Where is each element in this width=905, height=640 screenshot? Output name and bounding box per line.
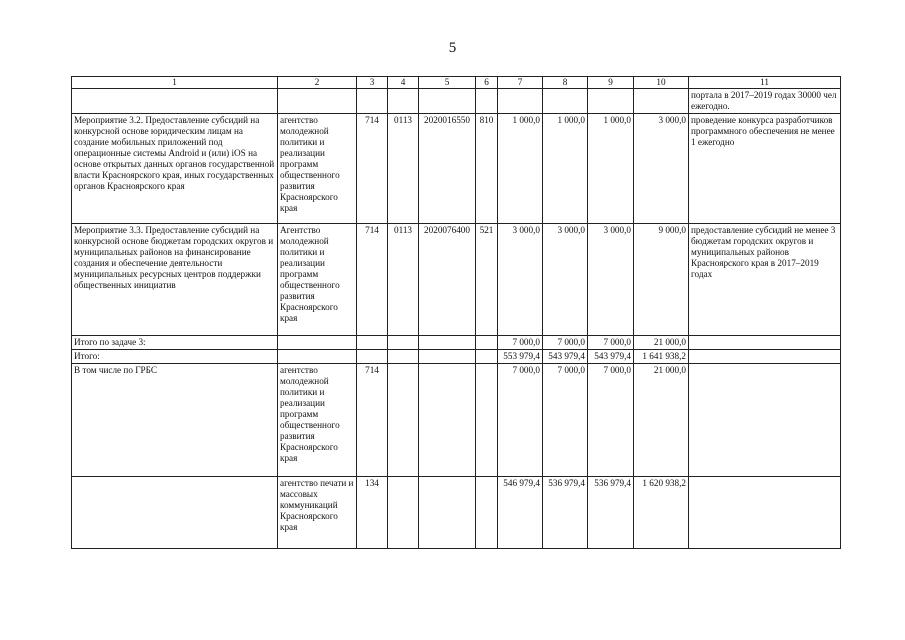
section-code-cell xyxy=(388,89,419,114)
target-article-cell xyxy=(419,350,476,364)
column-header: 7 xyxy=(498,77,543,89)
section-code-cell xyxy=(388,477,419,549)
amount-cell: 7 000,0 xyxy=(498,364,543,477)
expected-result-cell xyxy=(689,364,841,477)
column-header: 6 xyxy=(476,77,498,89)
total-label: Итого: xyxy=(72,350,278,364)
section-code-cell: 0113 xyxy=(388,114,419,224)
expected-result-cell: портала в 2017–2019 годах 30000 чел ежегодно. xyxy=(689,89,841,114)
grbs-code-cell: 134 xyxy=(357,477,388,549)
target-article-cell: 2020076400 xyxy=(419,224,476,336)
agency-cell xyxy=(278,350,357,364)
expense-type-cell: 810 xyxy=(476,114,498,224)
section-code-cell xyxy=(388,336,419,350)
amount-cell: 536 979,4 xyxy=(588,477,634,549)
grbs-code-cell: 714 xyxy=(357,114,388,224)
table-row xyxy=(72,89,841,114)
expected-result-cell: предоставление субсидий не менее 3 бюджетам городских округов и муниципальных районов Красноярского края в 2017–2019 годах xyxy=(689,224,841,336)
activity-name-cell: Мероприятие 3.2. Предоставление субсидий на конкурсной основе юридическим лицам на создание мобильных приложений под операционные системы Android и (или) iOS на основе открытых данных органов государственной власти Красноярского края, иных государственных органов Красноярского края xyxy=(72,114,278,224)
amount-cell: 7 000,0 xyxy=(588,336,634,350)
amount-cell: 536 979,4 xyxy=(543,477,588,549)
page-number: 5 xyxy=(448,40,457,56)
expected-result-cell xyxy=(689,477,841,549)
column-header: 1 xyxy=(72,77,278,89)
agency-cell: агентство молодежной политики и реализации программ общественного развития Красноярского края xyxy=(278,364,357,477)
total-amount-cell: 9 000,0 xyxy=(634,224,689,336)
total-amount-cell: 1 620 938,2 xyxy=(634,477,689,549)
total-row xyxy=(72,350,841,364)
expense-type-cell xyxy=(476,477,498,549)
amount-cell: 546 979,4 xyxy=(498,477,543,549)
total-amount-cell: 3 000,0 xyxy=(634,114,689,224)
table-row xyxy=(72,224,841,336)
amount-cell: 3 000,0 xyxy=(543,224,588,336)
amount-cell: 7 000,0 xyxy=(588,364,634,477)
grbs-code-cell xyxy=(357,89,388,114)
expected-result-cell xyxy=(689,336,841,350)
amount-cell: 3 000,0 xyxy=(588,224,634,336)
column-header: 9 xyxy=(588,77,634,89)
section-code-cell xyxy=(388,364,419,477)
table-row xyxy=(72,364,841,477)
target-article-cell xyxy=(419,336,476,350)
column-header: 4 xyxy=(388,77,419,89)
grbs-label xyxy=(72,477,278,549)
grbs-code-cell xyxy=(357,336,388,350)
grbs-label: В том числе по ГРБС xyxy=(72,364,278,477)
grbs-code-cell: 714 xyxy=(357,364,388,477)
expected-result-cell xyxy=(689,350,841,364)
activity-name-cell xyxy=(72,89,278,114)
amount-cell: 1 000,0 xyxy=(543,114,588,224)
amount-cell: 1 000,0 xyxy=(498,114,543,224)
section-code-cell: 0113 xyxy=(388,224,419,336)
amount-cell: 1 000,0 xyxy=(588,114,634,224)
agency-cell: агентство молодежной политики и реализации программ общественного развития Красноярского края xyxy=(278,114,357,224)
section-code-cell xyxy=(388,350,419,364)
column-header: 3 xyxy=(357,77,388,89)
expense-type-cell xyxy=(476,364,498,477)
table-header-row xyxy=(72,77,841,89)
amount-cell: 7 000,0 xyxy=(543,336,588,350)
amount-cell: 7 000,0 xyxy=(498,336,543,350)
amount-cell: 3 000,0 xyxy=(498,224,543,336)
column-header: 2 xyxy=(278,77,357,89)
program-activities-table xyxy=(71,76,841,549)
expense-type-cell xyxy=(476,350,498,364)
total-amount-cell: 1 641 938,2 xyxy=(634,350,689,364)
target-article-cell xyxy=(419,364,476,477)
expense-type-cell: 521 xyxy=(476,224,498,336)
column-header: 10 xyxy=(634,77,689,89)
amount-cell: 543 979,4 xyxy=(588,350,634,364)
subtotal-label: Итого по задаче 3: xyxy=(72,336,278,350)
amount-cell: 543 979,4 xyxy=(543,350,588,364)
amount-cell xyxy=(498,89,543,114)
amount-cell: 7 000,0 xyxy=(543,364,588,477)
activity-name-cell: Мероприятие 3.3. Предоставление субсидий на конкурсной основе бюджетам городских округов и муниципальных районов на финансирование создания и обеспечение деятельности муниципальных ресурсных центров поддержки общественных инициатив xyxy=(72,224,278,336)
agency-cell xyxy=(278,336,357,350)
subtotal-row xyxy=(72,336,841,350)
table-row xyxy=(72,477,841,549)
total-amount-cell xyxy=(634,89,689,114)
column-header: 5 xyxy=(419,77,476,89)
expense-type-cell xyxy=(476,336,498,350)
expected-result-cell: проведение конкурса разработчиков программного обеспечения не менее 1 ежегодно xyxy=(689,114,841,224)
target-article-cell: 2020016550 xyxy=(419,114,476,224)
amount-cell xyxy=(588,89,634,114)
agency-cell: агентство печати и массовых коммуникаций Красноярского края xyxy=(278,477,357,549)
table-row xyxy=(72,114,841,224)
target-article-cell xyxy=(419,89,476,114)
column-header: 8 xyxy=(543,77,588,89)
expense-type-cell xyxy=(476,89,498,114)
total-amount-cell: 21 000,0 xyxy=(634,336,689,350)
grbs-code-cell: 714 xyxy=(357,224,388,336)
column-header: 11 xyxy=(689,77,841,89)
target-article-cell xyxy=(419,477,476,549)
grbs-code-cell xyxy=(357,350,388,364)
agency-cell xyxy=(278,89,357,114)
agency-cell: Агентство молодежной политики и реализации программ общественного развития Красноярского края xyxy=(278,224,357,336)
total-amount-cell: 21 000,0 xyxy=(634,364,689,477)
amount-cell: 553 979,4 xyxy=(498,350,543,364)
amount-cell xyxy=(543,89,588,114)
